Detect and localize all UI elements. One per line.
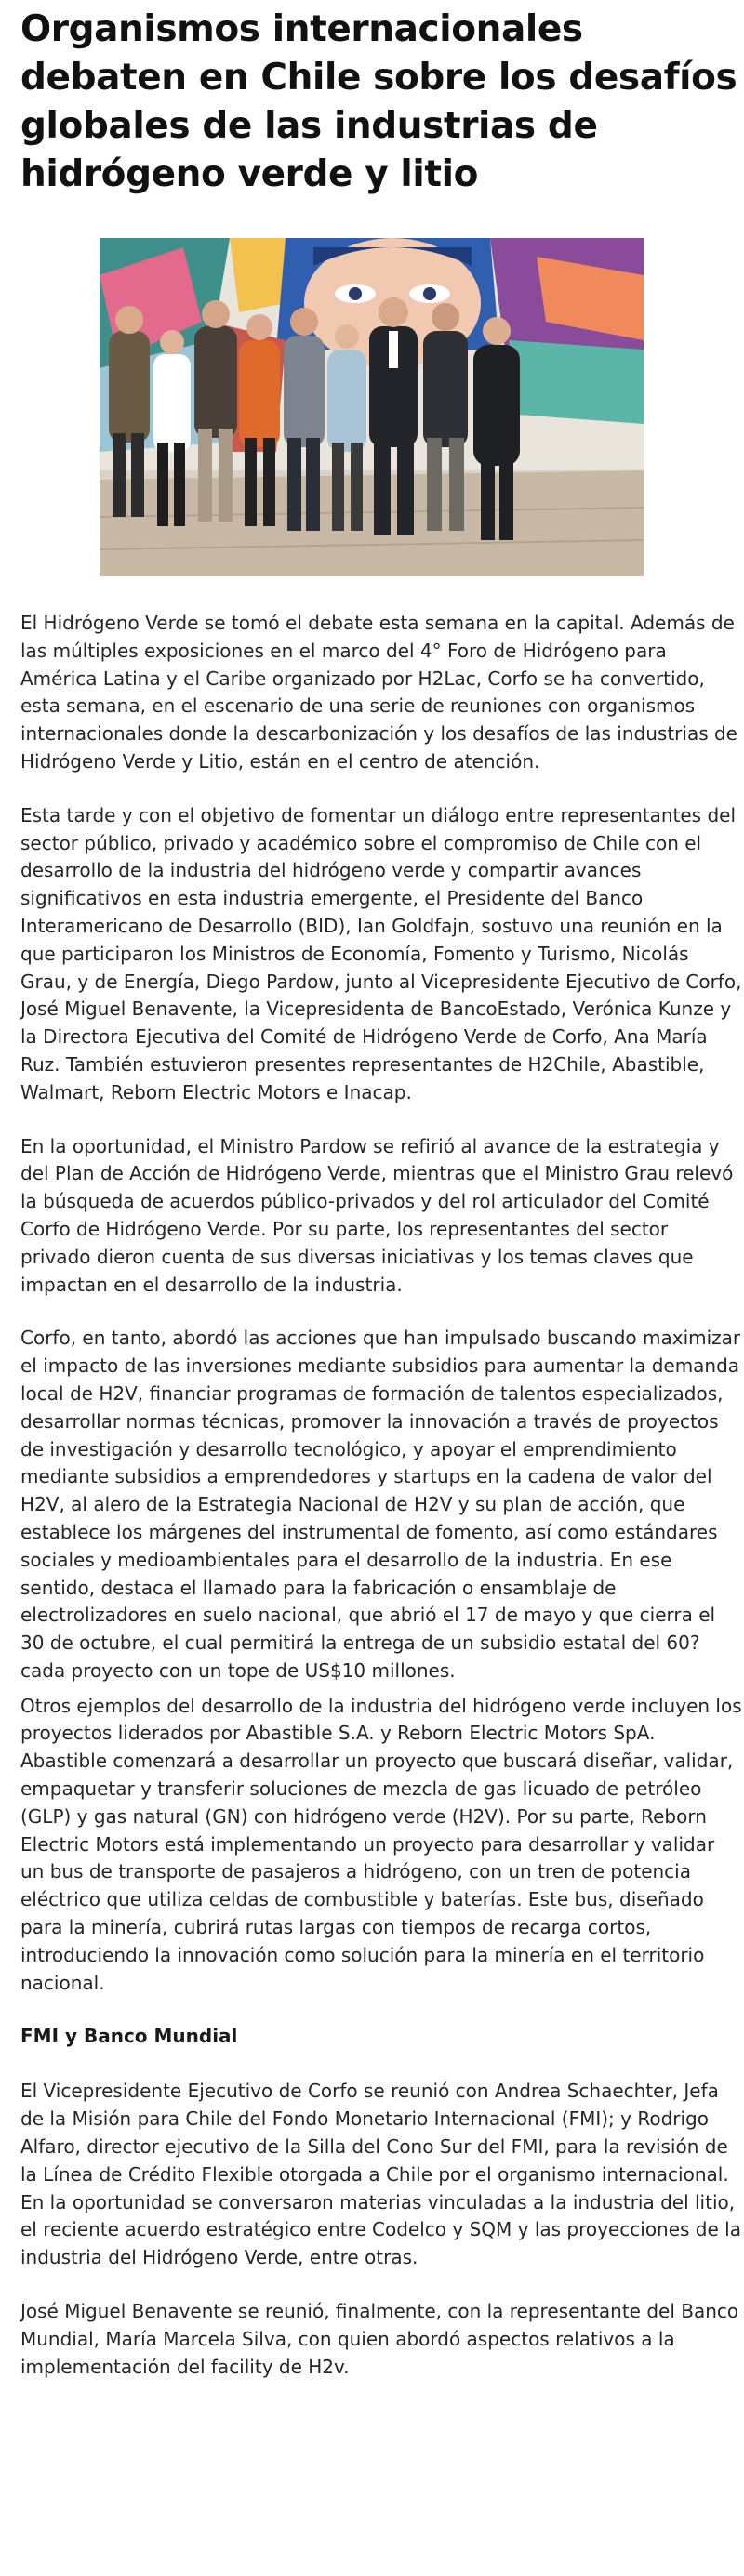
article-paragraph: Esta tarde y con el objetivo de fomentar un diálogo entre representantes del sector público, privado y académico sobre el compromiso de Chile con el desarrollo de la industria del hidrógeno verde y compartir avances significativos en esta industria emergente, el Presidente del Banco Interamericano de Desarrollo (BID), Ian Goldfajn, sostuvo una reunión en la que participaron los Ministros de Economía, Fomento y Turismo, Nicolás Grau, y de Energía, Diego Pardow, junto al Vicepresidente Ejecutivo de Corfo, José Miguel Benavente, la Vicepresidenta de BancoEstado, Verónica Kunze y la Directora Ejecutiva del Comité de Hidrógeno Verde de Corfo, Ana María Ruz. También estuvieron presentes representantes de H2Chile, Abastible, Walmart, Reborn Electric Motors e Inacap. xyxy=(20,803,742,1103)
article-title: Organismos internacionales debaten en Chile sobre los desafíos globales de las industrias de hidrógeno verde y litio xyxy=(20,8,737,195)
news-article xyxy=(0,6,744,2381)
article-paragraph: El Vicepresidente Ejecutivo de Corfo se reunió con Andrea Schaechter, Jefa de la Misión para Chile del Fondo Monetario Internacional (FMI); y Rodrigo Alfaro, director ejecutivo de la Silla del Cono Sur del FMI, para la revisión de la Línea de Crédito Flexible otorgada a Chile por el organismo internacional. En la oportunidad se conversaron materias vinculadas a la industria del litio, el reciente acuerdo estratégico entre Codelco y SQM y las proyecciones de la industria del Hidrógeno Verde, entre otras. xyxy=(20,2080,741,2269)
section-subheading: FMI y Banco Mundial xyxy=(20,2025,238,2048)
article-paragraph: Otros ejemplos del desarrollo de la industria del hidrógeno verde incluyen los proyectos liderados por Abastible S.A. y Reborn Electric Motors SpA. Abastible comenzará a desarrollar un proyecto que buscará diseñar, validar, empaquetar y transferir soluciones de mezcla de gas licuado de petróleo (GLP) y gas natural (GN) con hidrógeno verde (H2V). Por su parte, Reborn Electric Motors está implementando un proyecto para desarrollar y validar un bus de transporte de pasajeros a hidrógeno, con un tren de potencia eléctrico que utiliza celdas de combustible y baterías. Este bus, diseñado para la minería, cubrirá rutas largas con tiempos de recarga cortos, introduciendo la innovación como solución para la minería en el territorio nacional. xyxy=(20,1694,742,1994)
article-body xyxy=(20,610,742,2381)
article-paragraph: Corfo, en tanto, abordó las acciones que han impulsado buscando maximizar el impacto de las inversiones mediante subsidios para aumentar la demanda local de H2V, financiar programas de formación de talentos especializados, desarrollar normas técnicas, promover la innovación a través de proyectos de investigación y desarrollo tecnológico, y apoyar el emprendimiento mediante subsidios a emprendedores y startups en la cadena de valor del H2V, al alero de la Estrategia Nacional de H2V y su plan de acción, que establece los márgenes del instrumental de fomento, así como estándares sociales y medioambientales para el desarrollo de la industria. En ese sentido, destaca el llamado para la fabricación o ensamblaje de electrolizadores en suelo nacional, que abrió el 17 de mayo y que cierra el 30 de octubre, el cual permitirá la entrega de un subsidio estatal del 60?cada proyecto con un tope de US$10 millones. xyxy=(20,1327,741,1682)
article-paragraph: El Hidrógeno Verde se tomó el debate esta semana en la capital. Además de las múltiples exposiciones en el marco del 4° Foro de Hidrógeno para América Latina y el Caribe organizado por H2Lac, Corfo se ha convertido, esta semana, en el escenario de una serie de reuniones con organismos internacionales donde la descarbonización y los desafíos de las industrias de Hidrógeno Verde y Litio, están en el centro de atención. xyxy=(20,612,737,773)
article-paragraph: José Miguel Benavente se reunió, finalmente, con la representante del Banco Mundial, María Marcela Silva, con quien abordó aspectos relativos a la implementación del facility de H2v. xyxy=(20,2300,739,2378)
article-paragraph: En la oportunidad, el Ministro Pardow se refirió al avance de la estrategia y del Plan de Acción de Hidrógeno Verde, mientras que el Ministro Grau relevó la búsqueda de acuerdos público-privados y del rol articulador del Comité Corfo de Hidrógeno Verde. Por su parte, los representantes del sector privado dieron cuenta de sus diversas iniciativas y los temas claves que impactan en el desarrollo de la industria. xyxy=(20,1134,734,1296)
group-photo-image xyxy=(100,238,644,576)
